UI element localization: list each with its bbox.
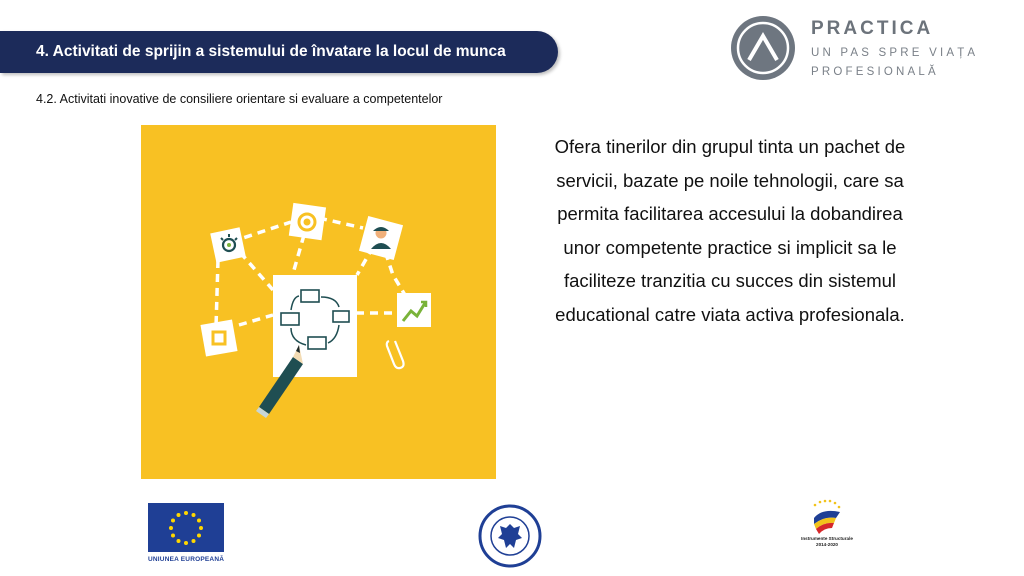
- section-title-banner: [0, 31, 558, 73]
- subsection-title: 4.2. Activitati inovative de consiliere orientare si evaluare a competentelor: [36, 92, 443, 106]
- target-icon-tile: [289, 203, 326, 240]
- growth-chart-icon-tile: [397, 293, 431, 327]
- workflow-planning-illustration: [141, 125, 496, 479]
- romanian-government-seal-icon: [478, 504, 542, 568]
- eu-logo: [148, 503, 228, 565]
- is-label-line1: Instrumente Structurale: [801, 536, 853, 541]
- practica-logo: [731, 14, 991, 84]
- paper-sheet: [273, 275, 357, 377]
- structural-instruments-label: [792, 536, 862, 548]
- practica-chevron-icon: [731, 16, 795, 80]
- structural-instruments-logo: [792, 498, 862, 558]
- frame-icon-tile: [200, 319, 237, 356]
- brand-tagline: [811, 44, 991, 82]
- brand-tagline-line1: UN PAS SPRE VIAȚA: [811, 47, 979, 59]
- is-label-line2: 2014-2020: [816, 542, 838, 547]
- brand-name: PRACTICA: [811, 18, 934, 39]
- eu-label: UNIUNEA EUROPEANĂ: [148, 556, 225, 563]
- gear-icon-tile: [210, 227, 246, 263]
- section-title: 4. Activitati de sprijin a sistemului de învatare la locul de munca: [36, 43, 506, 60]
- description-paragraph: Ofera tinerilor din grupul tinta un pachet de servicii, bazate pe noile tehnologii, care sa permita facilitarea accesului la dobandirea unor competente practice si implicit sa le faciliteze tranzitia cu succes din sistemul educational catre viata activa profesionala.: [554, 136, 906, 325]
- brand-tagline-line2: PROFESIONALĂ: [811, 66, 939, 78]
- eu-flag-icon: [148, 503, 224, 552]
